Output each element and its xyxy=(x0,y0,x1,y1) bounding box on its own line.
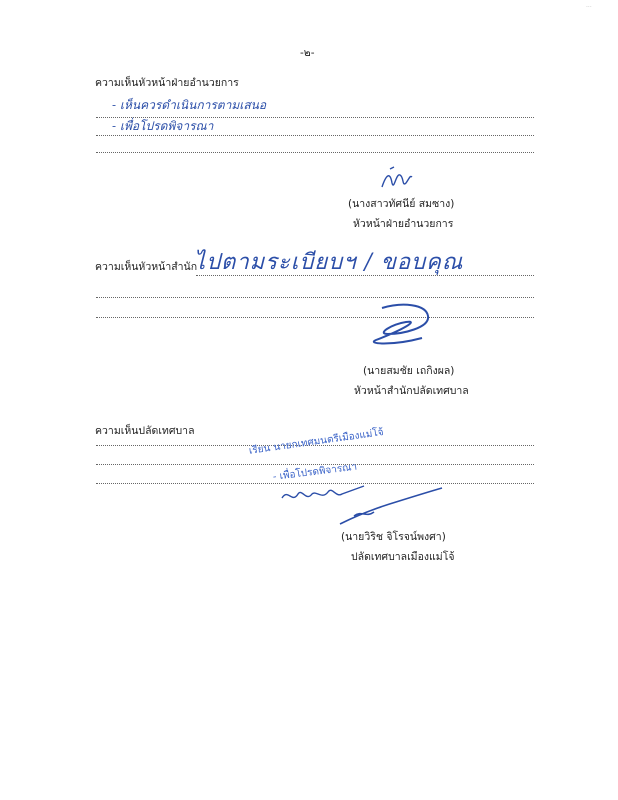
section3-label: ความเห็นปลัดเทศบาล xyxy=(95,425,195,437)
page-number: -๒- xyxy=(300,47,315,59)
section1-signer-title: หัวหน้าฝ่ายอำนวยการ xyxy=(353,218,454,230)
section1-signer-name: (นางสาวทัศนีย์ สมซาง) xyxy=(348,198,455,210)
section1-handwriting-1: - เห็นควรดำเนินการตามเสนอ xyxy=(112,98,267,112)
section2-line-1 xyxy=(196,275,534,276)
section1-line-3 xyxy=(96,152,534,153)
section3-stamp-line-2: - เพื่อโปรดพิจารณา xyxy=(272,461,358,483)
corner-mark: ··· xyxy=(586,4,592,11)
section2-handwriting: ไปตามระเบียบฯ / ขอบคุณ xyxy=(194,250,464,275)
section2-label: ความเห็นหัวหน้าสำนัก xyxy=(95,261,198,273)
section2-line-3 xyxy=(96,317,534,318)
section2-signature xyxy=(362,300,442,355)
section3-signer-title: ปลัดเทศบาลเมืองแม่โจ้ xyxy=(351,551,455,563)
section2-line-2 xyxy=(96,297,534,298)
section1-handwriting-2: - เพื่อโปรดพิจารณา xyxy=(112,119,214,133)
section2-signer-name: (นายสมชัย เถกิงผล) xyxy=(363,365,455,377)
section3-stamp-line-1: เรียน นายกเทศมนตรีเมืองแม่โจ้ xyxy=(248,427,385,457)
section3-signature xyxy=(336,486,446,531)
section3-signer-name: (นายวิริช จิโรจน์พงศา) xyxy=(341,531,446,543)
section1-signature xyxy=(376,165,416,195)
section1-label: ความเห็นหัวหน้าฝ่ายอำนวยการ xyxy=(95,77,239,89)
section2-signer-title: หัวหน้าสำนักปลัดเทศบาล xyxy=(354,385,469,397)
